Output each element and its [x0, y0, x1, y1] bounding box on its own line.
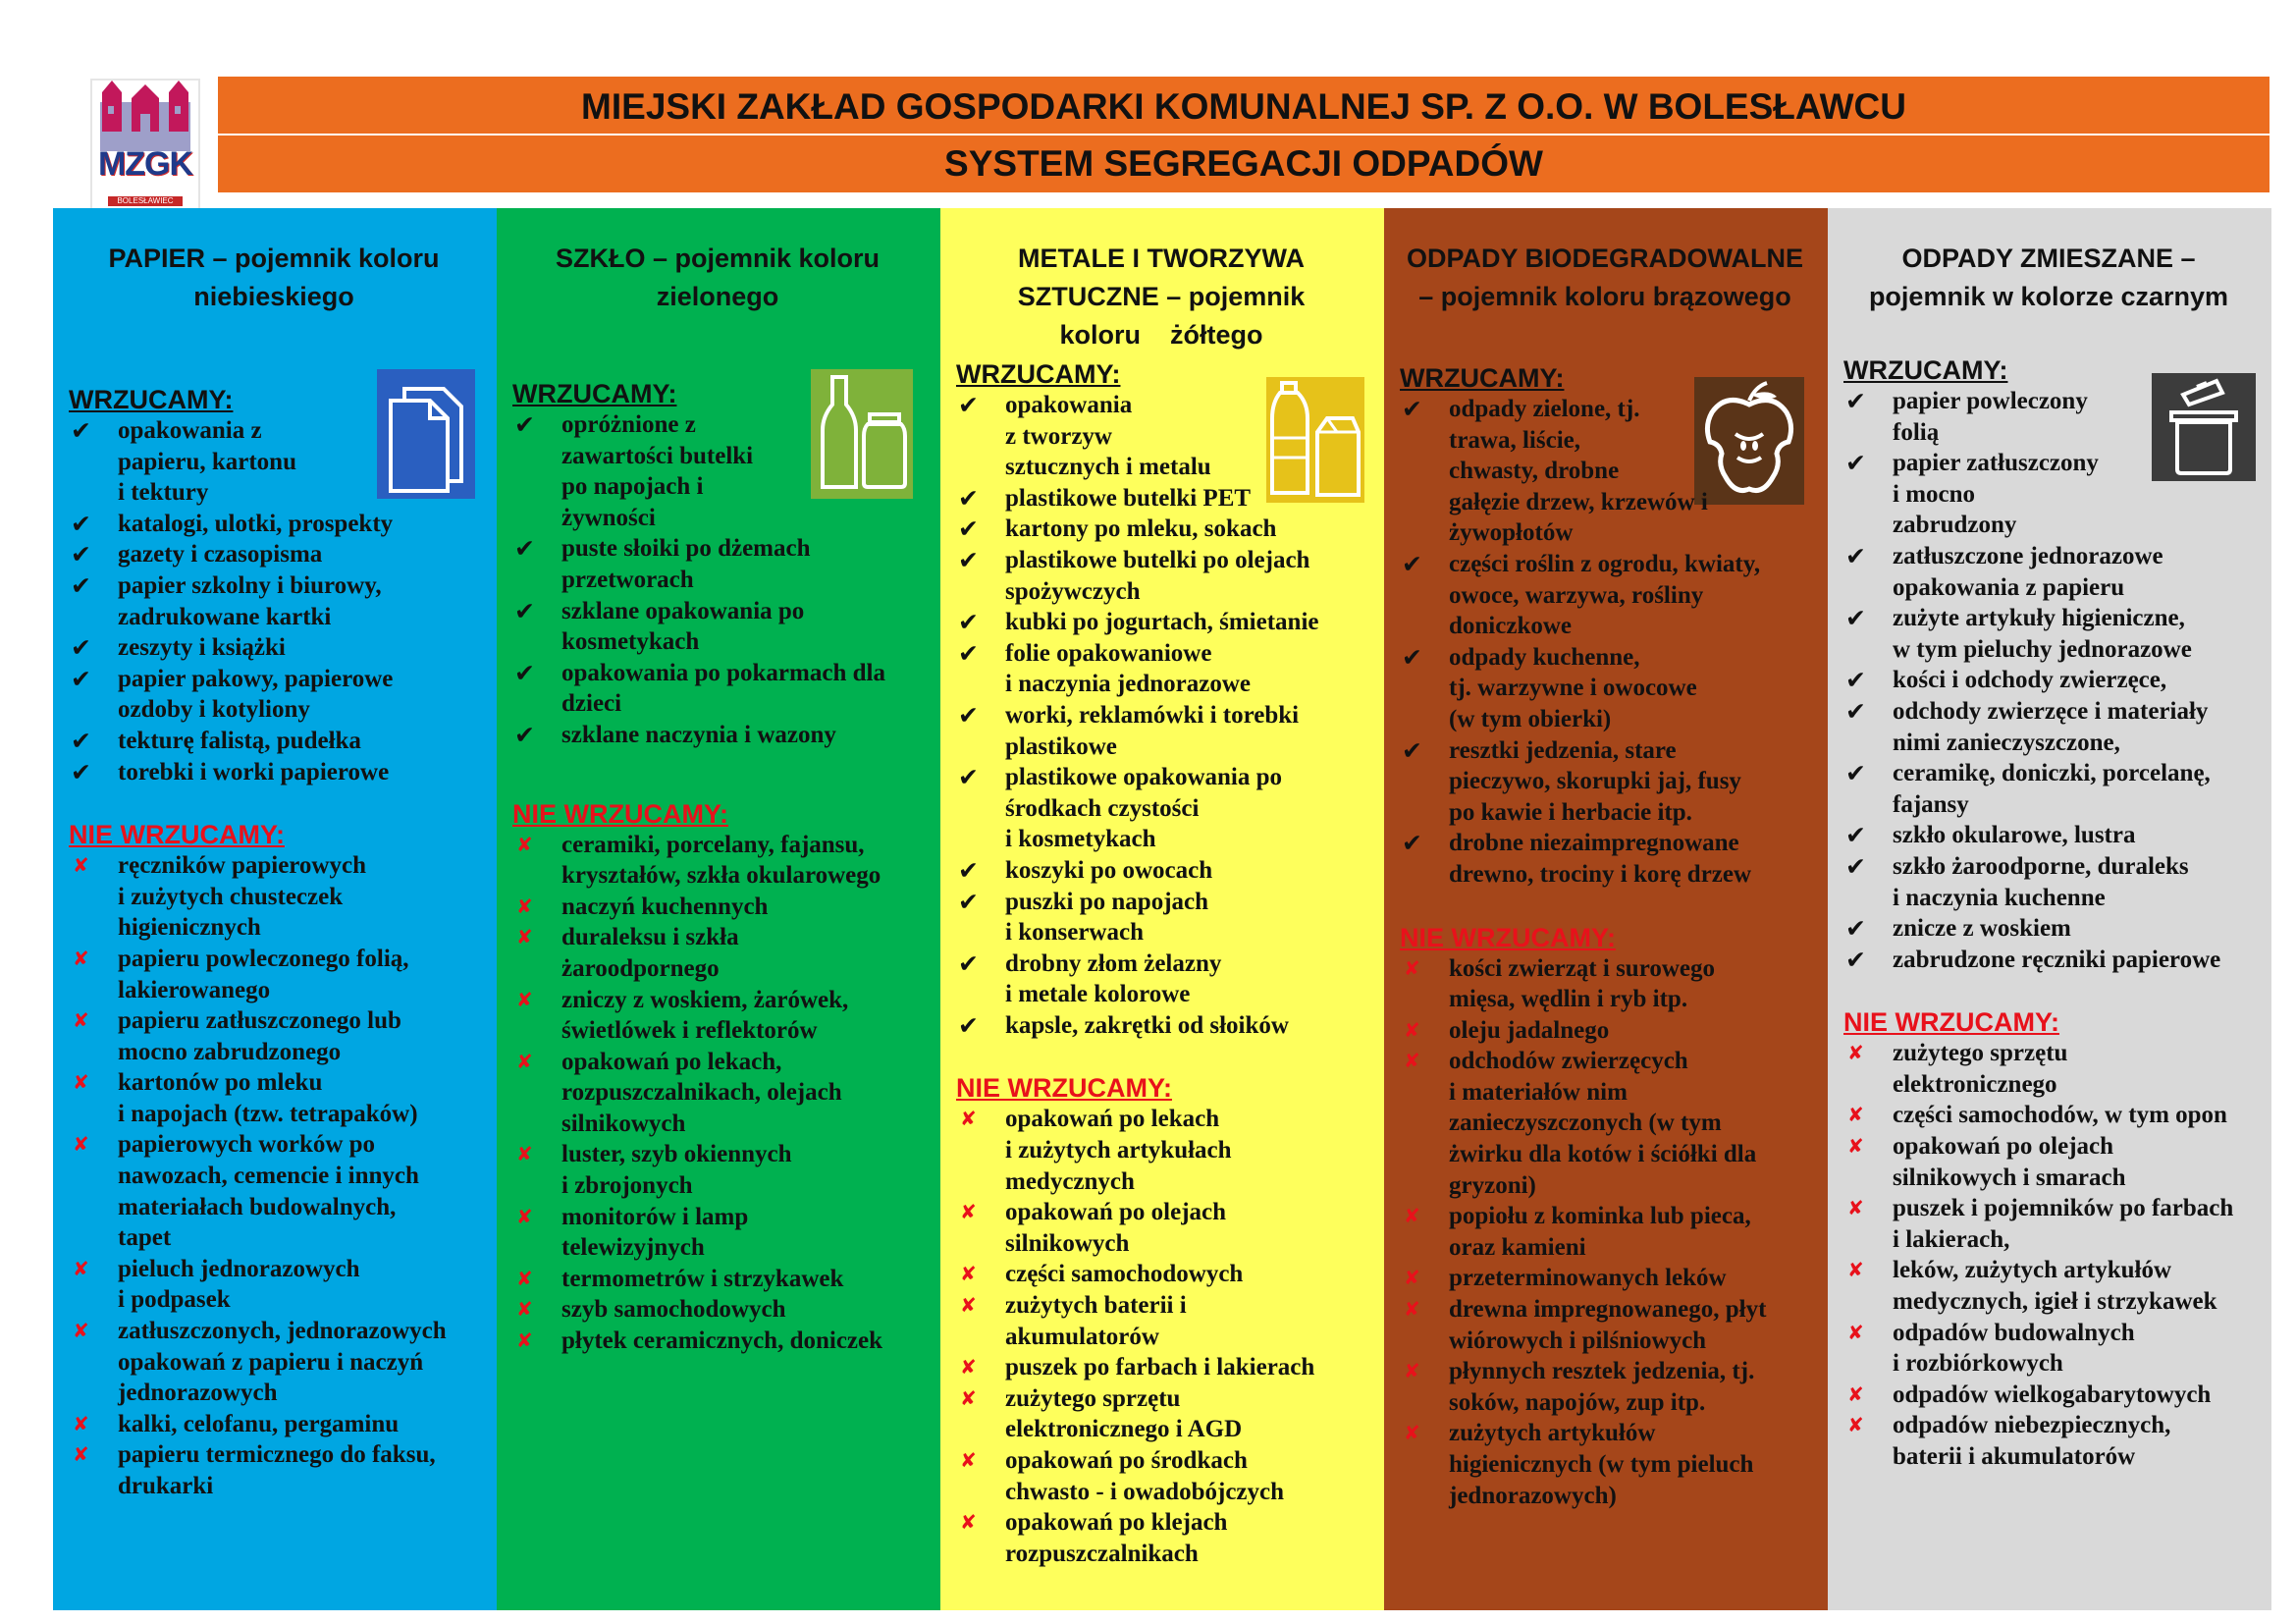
list-item: ✔ gazety i czasopisma — [69, 539, 479, 570]
list-item: ✔ szklane opakowania po kosmetykach — [512, 596, 923, 658]
list-item: ✘ odpadów wielkogabarytowych — [1843, 1380, 2254, 1411]
list-item: ✔ zatłuszczone jednorazowe opakowania z papieru — [1843, 541, 2254, 603]
list-item: ✘ termometrów i strzykawek — [512, 1264, 923, 1295]
list-item: ✘ ręczników papierowych i zużytych chusteczek higienicznych — [69, 850, 479, 944]
list-item: ✘ szyb samochodowych — [512, 1294, 923, 1326]
bio-rejected-heading: NIE WRZUCAMY: — [1400, 922, 1616, 952]
list-item: ✘ zatłuszczonych, jednorazowych opakowań z papieru i naczyń jednorazowych — [69, 1316, 479, 1409]
list-item: ✘ odpadów budowalnych i rozbiórkowych — [1843, 1318, 2254, 1380]
list-item: ✘ płynnych resztek jedzenia, tj. soków, napojów, zup itp. — [1400, 1356, 1810, 1418]
list-item: ✘ oleju jadalnego — [1400, 1015, 1810, 1047]
company-name-banner: MIEJSKI ZAKŁAD GOSPODARKI KOMUNALNEJ SP. Z O.O. W BOLESŁAWCU — [218, 77, 2269, 134]
list-item: ✔ opakowania z papieru, kartonu i tektury — [69, 415, 479, 509]
list-item: ✘ pieluch jednorazowych i podpasek — [69, 1254, 479, 1316]
metal-plastic-rejected-list — [956, 1104, 1366, 1569]
list-item: ✔ plastikowe butelki po olejach spożywczych — [956, 545, 1366, 607]
bio-column — [1384, 208, 1828, 1610]
list-item: ✘ zużytych baterii i akumulatorów — [956, 1290, 1366, 1352]
mixed-accepted-heading: WRZUCAMY: — [1843, 355, 2008, 385]
bio-accepted-list — [1400, 394, 1810, 891]
glass-accepted-heading: WRZUCAMY: — [512, 379, 677, 408]
list-item: ✔ odpady zielone, tj. trawa, liście, chwasty, drobne gałęzie drzew, krzewów i żywopłotów — [1400, 394, 1810, 549]
list-item: ✘ odchodów zwierzęcych i materiałów nim zanieczyszczonych (w tym żwirku dla kotów i ściółki dla gryzoni) — [1400, 1046, 1810, 1201]
list-item: ✔ odchody zwierzęce i materiały nimi zanieczyszczone, — [1843, 696, 2254, 758]
list-item: ✔ opróżnione z zawartości butelki po napojach i żywności — [512, 409, 923, 533]
list-item: ✘ opakowań po środkach chwasto - i owadobójczych — [956, 1445, 1366, 1507]
list-item: ✔ drobny złom żelazny i metale kolorowe — [956, 948, 1366, 1010]
list-item: ✔ ceramikę, doniczki, porcelanę, fajansy — [1843, 758, 2254, 820]
list-item: ✘ zniczy z woskiem, żarówek, świetlówek i reflektorów — [512, 985, 923, 1047]
bio-accepted-heading: WRZUCAMY: — [1400, 363, 1565, 393]
list-item: ✘ leków, zużytych artykułów medycznych, igieł i strzykawek — [1843, 1255, 2254, 1317]
metal-plastic-column-title: METALE I TWORZYWA SZTUCZNE – pojemnik koloru żółtego — [1017, 244, 1312, 350]
list-item: ✘ puszek po farbach i lakierach — [956, 1352, 1366, 1383]
list-item: ✘ opakowań po klejach rozpuszczalnikach — [956, 1507, 1366, 1569]
list-item: ✘ duraleksu i szkła żaroodpornego — [512, 922, 923, 984]
mixed-column — [1828, 208, 2271, 1610]
list-item: ✔ kości i odchody zwierzęce, — [1843, 665, 2254, 696]
glass-accepted-list — [512, 409, 923, 751]
glass-column — [497, 208, 940, 1610]
mzgk-logo — [90, 79, 200, 214]
list-item: ✔ kartony po mleku, sokach — [956, 514, 1366, 545]
list-item: ✔ torebki i worki papierowe — [69, 757, 479, 788]
list-item: ✔ plastikowe butelki PET — [956, 483, 1366, 514]
waste-columns — [53, 208, 2271, 1610]
list-item: ✔ znicze z woskiem — [1843, 913, 2254, 945]
list-item: ✔ kapsle, zakrętki od słoików — [956, 1010, 1366, 1042]
mixed-accepted-list — [1843, 386, 2254, 975]
list-item: ✔ papier pakowy, papierowe ozdoby i kotyliony — [69, 664, 479, 726]
list-item: ✘ zużytego sprzętu elektronicznego — [1843, 1038, 2254, 1100]
bio-column-title: ODPADY BIODEGRADOWALNE – pojemnik koloru brązowego — [1406, 244, 1804, 311]
mixed-column-title: ODPADY ZMIESZANE – pojemnik w kolorze czarnym — [1868, 244, 2229, 311]
metal-plastic-rejected-heading: NIE WRZUCAMY: — [956, 1073, 1172, 1104]
list-item: ✘ naczyń kuchennych — [512, 892, 923, 923]
list-item: ✔ zabrudzone ręczniki papierowe — [1843, 945, 2254, 976]
list-item: ✔ opakowania z tworzyw sztucznych i metalu — [956, 390, 1366, 483]
paper-rejected-list — [69, 850, 479, 1501]
list-item: ✔ szkło żaroodporne, duraleks i naczynia kuchenne — [1843, 851, 2254, 913]
paper-column — [53, 208, 497, 1610]
metal-plastic-accepted-list — [956, 390, 1366, 1041]
system-title-banner: SYSTEM SEGREGACJI ODPADÓW — [218, 135, 2269, 192]
list-item: ✘ papieru termicznego do faksu, drukarki — [69, 1439, 479, 1501]
paper-column-title: PAPIER – pojemnik koloru niebieskiego — [108, 244, 440, 311]
list-item: ✔ odpady kuchenne, tj. warzywne i owocowe (w tym obierki) — [1400, 642, 1810, 735]
list-item: ✘ zużytych artykułów higienicznych (w tym pieluch jednorazowych) — [1400, 1418, 1810, 1511]
logo-subtitle: BOLESŁAWIEC — [108, 196, 183, 206]
list-item: ✘ puszek i pojemników po farbach i lakierach, — [1843, 1193, 2254, 1255]
list-item: ✔ papier szkolny i biurowy, zadrukowane kartki — [69, 570, 479, 632]
list-item: ✘ papieru powleczonego folią, lakierowanego — [69, 944, 479, 1005]
list-item: ✔ folie opakowaniowe i naczynia jednorazowe — [956, 638, 1366, 700]
list-item: ✔ szklane naczynia i wazony — [512, 720, 923, 751]
list-item: ✔ szkło okularowe, lustra — [1843, 820, 2254, 851]
list-item: ✘ papierowych worków po nawozach, cemencie i innych materiałach budowalnych, tapet — [69, 1129, 479, 1253]
paper-accepted-heading: WRZUCAMY: — [69, 385, 234, 414]
list-item: ✔ drobne niezaimpregnowane drewno, trociny i korę drzew — [1400, 828, 1810, 890]
metal-plastic-column — [940, 208, 1384, 1610]
list-item: ✔ katalogi, ulotki, prospekty — [69, 509, 479, 540]
paper-accepted-list — [69, 415, 479, 787]
list-item: ✘ przeterminowanych leków — [1400, 1263, 1810, 1294]
list-item: ✘ części samochodów, w tym opon — [1843, 1100, 2254, 1131]
list-item: ✔ tekturę falistą, pudełka — [69, 726, 479, 757]
list-item: ✔ zeszyty i książki — [69, 632, 479, 664]
list-item: ✔ puszki po napojach i konserwach — [956, 887, 1366, 948]
list-item: ✘ opakowań po lekach i zużytych artykułach medycznych — [956, 1104, 1366, 1197]
list-item: ✔ papier zatłuszczony i mocno zabrudzony — [1843, 448, 2254, 541]
metal-plastic-accepted-heading: WRZUCAMY: — [956, 359, 1121, 389]
logo-text: MZGK — [97, 145, 193, 183]
list-item: ✔ zużyte artykuły higieniczne, w tym pieluchy jednorazowe — [1843, 603, 2254, 665]
mixed-rejected-list — [1843, 1038, 2254, 1472]
list-item: ✘ kartonów po mleku i napojach (tzw. tetrapaków) — [69, 1067, 479, 1129]
list-item: ✘ monitorów i lamp telewizyjnych — [512, 1202, 923, 1264]
list-item: ✔ puste słoiki po dżemach przetworach — [512, 533, 923, 595]
list-item: ✔ koszyki po owocach — [956, 855, 1366, 887]
list-item: ✔ plastikowe opakowania po środkach czystości i kosmetykach — [956, 762, 1366, 855]
list-item: ✘ ceramiki, porcelany, fajansu, kryształów, szkła okularowego — [512, 830, 923, 892]
glass-column-title: SZKŁO – pojemnik koloru zielonego — [555, 244, 881, 311]
list-item: ✘ kalki, celofanu, pergaminu — [69, 1409, 479, 1440]
list-item: ✔ worki, reklamówki i torebki plastikowe — [956, 700, 1366, 762]
list-item: ✘ kości zwierząt i surowego mięsa, wędlin i ryb itp. — [1400, 953, 1810, 1015]
list-item: ✘ popiołu z kominka lub pieca, oraz kamieni — [1400, 1201, 1810, 1263]
list-item: ✘ opakowań po lekach, rozpuszczalnikach, olejach silnikowych — [512, 1047, 923, 1140]
list-item: ✘ odpadów niebezpiecznych, baterii i akumulatorów — [1843, 1410, 2254, 1472]
list-item: ✘ papieru zatłuszczonego lub mocno zabrudzonego — [69, 1005, 479, 1067]
list-item: ✘ opakowań po olejach silnikowych i smarach — [1843, 1131, 2254, 1193]
list-item: ✘ drewna impregnowanego, płyt wiórowych i pilśniowych — [1400, 1294, 1810, 1356]
mixed-rejected-heading: NIE WRZUCAMY: — [1843, 1007, 2059, 1038]
list-item: ✔ papier powleczony folią — [1843, 386, 2254, 448]
bio-rejected-list — [1400, 953, 1810, 1512]
list-item: ✔ kubki po jogurtach, śmietanie — [956, 607, 1366, 638]
list-item: ✘ luster, szyb okiennych i zbrojonych — [512, 1139, 923, 1201]
glass-rejected-list — [512, 830, 923, 1357]
list-item: ✘ płytek ceramicznych, doniczek — [512, 1326, 923, 1357]
list-item: ✔ opakowania po pokarmach dla dzieci — [512, 658, 923, 720]
list-item: ✔ części roślin z ogrodu, kwiaty, owoce, warzywa, rośliny doniczkowe — [1400, 549, 1810, 642]
list-item: ✔ resztki jedzenia, stare pieczywo, skorupki jaj, fusy po kawie i herbacie itp. — [1400, 735, 1810, 829]
list-item: ✘ opakowań po olejach silnikowych — [956, 1197, 1366, 1259]
glass-rejected-heading: NIE WRZUCAMY: — [512, 798, 728, 829]
list-item: ✘ części samochodowych — [956, 1259, 1366, 1290]
paper-rejected-heading: NIE WRZUCAMY: — [69, 820, 285, 850]
list-item: ✘ zużytego sprzętu elektronicznego i AGD — [956, 1383, 1366, 1445]
